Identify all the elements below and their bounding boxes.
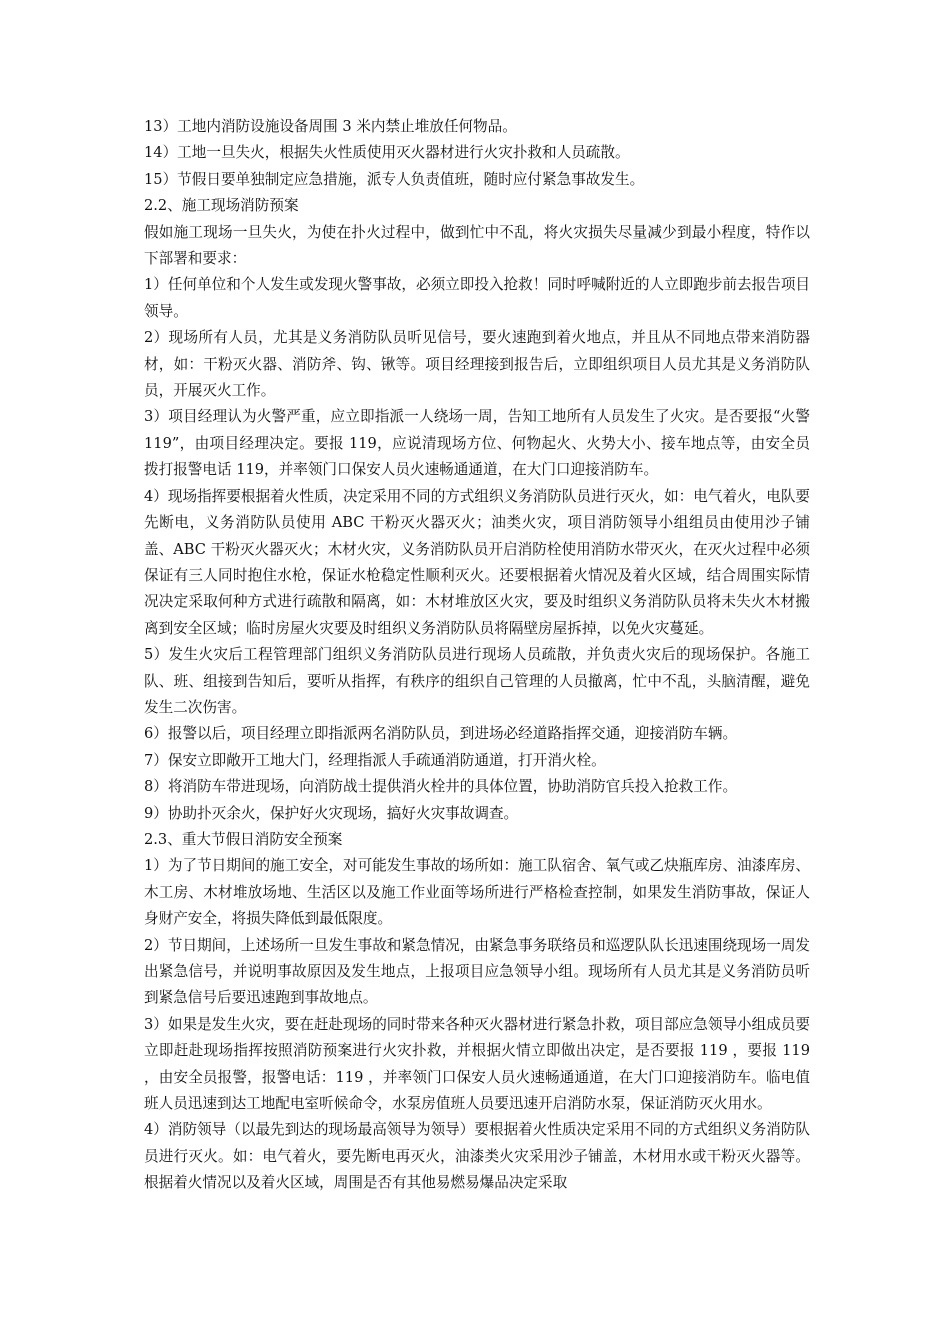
holiday-item-2: 2）节日期间，上述场所一旦发生事故和紧急情况，由紧急事务联络员和巡逻队队长迅速围绕现场一周发出紧急信号，并说明事故原因及发生地点，上报项目应急领导小组。现场所有人员尤其是义务消防员听到紧急信号后要迅速跑到事故地点。 [144,936,811,1007]
document-page [144,114,810,1197]
section-intro: 假如施工现场一旦失火，为使在扑火过程中，做到忙中不乱，将火灾损失尽量减少到最小程度，特作以下部署和要求： [144,223,810,268]
section-heading-2-3: 2.3、重大节假日消防安全预案 [144,830,343,848]
item-14: 14）工地一旦失火，根据失火性质使用灭火器材进行火灾扑救和人员疏散。 [144,144,630,162]
section-heading-2-2: 2.2、施工现场消防预案 [144,197,299,215]
plan-item-1: 1）任何单位和个人发生或发现火警事故，必须立即投入抢救！同时呼喊附近的人立即跑步前去报告项目领导。 [144,276,811,320]
plan-item-8: 8）将消防车带进现场，向消防战士提供消火栓井的具体位置，协助消防官兵投入抢救工作。 [144,778,738,796]
plan-item-9: 9）协助扑灭余火，保护好火灾现场，搞好火灾事故调查。 [144,804,519,822]
plan-item-4: 4）现场指挥要根据着火性质，决定采用不同的方式组织义务消防队员进行灭火，如：电气着火，电队要先断电，义务消防队员使用 ABC 干粉灭火器灭火；油类火灾，项目消防领导小组组员由使用沙子铺盖、ABC 干粉灭火器灭火；木材火灾，义务消防队员开启消防栓使用消防水带灭火，在灭火过程中必须保证有三人同时抱住水枪，保证水枪稳定性顺利灭火。还要根据着火情况及着火区域，结合周围实际情况决定采取何种方式进行疏散和隔离，如：木材堆放区火灾，要及时组织义务消防队员将未失火木材搬离到安全区域；临时房屋火灾要及时组织义务消防队员将隔壁房屋拆掉，以免火灾蔓延。 [144,487,811,637]
item-13: 13）工地内消防设施设备周围 3 米内禁止堆放任何物品。 [144,118,517,135]
plan-item-6: 6）报警以后，项目经理立即指派两名消防队员，到进场必经道路指挥交通，迎接消防车辆。 [144,725,738,743]
item-15: 15）节假日要单独制定应急措施，派专人负责值班，随时应付紧急事故发生。 [144,170,645,188]
plan-item-5: 5）发生火灾后工程管理部门组织义务消防队员进行现场人员疏散，并负责火灾后的现场保护。各施工队、班、组接到告知后，要听从指挥，有秩序的组织自己管理的人员撤离，忙中不乱，头脑清醒，避免发生二次伤害。 [144,646,810,716]
holiday-item-1: 1）为了节日期间的施工安全，对可能发生事故的场所如：施工队宿舍、氧气或乙炔瓶库房、油漆库房、木工房、木材堆放场地、生活区以及施工作业面等场所进行严格检查控制，如果发生消防事故，保证人身财产安全，将损失降低到最低限度。 [144,857,811,928]
holiday-item-3: 3）如果是发生火灾，要在赶赴现场的同时带来各种灭火器材进行紧急扑救，项目部应急领导小组成员要立即赶赴现场指挥按照消防预案进行火灾扑救，并根据火情立即做出决定，是否要报 119 ，要报 119 ，由安全员报警，报警电话：119 ，并率领门口保安人员火速畅通通道，在大门口迎接消防车。临电值班人员迅速到达工地配电室听候命令，水泵房值班人员要迅速开启消防水泵，保证消防灭火用水。 [144,1015,811,1113]
holiday-item-4: 4）消防领导（以最先到达的现场最高领导为领导）要根据着火性质决定采用不同的方式组织义务消防队员进行灭火。如：电气着火，要先断电再灭火，油漆类火灾采用沙子铺盖，木材用水或干粉灭火器等。根据着火情况以及着火区域，周围是否有其他易燃易爆品决定采取 [144,1121,811,1192]
plan-item-7: 7）保安立即敞开工地大门，经理指派人手疏通消防通道，打开消火栓。 [144,751,606,769]
plan-item-2: 2）现场所有人员，尤其是义务消防队员听见信号，要火速跑到着火地点，并且从不同地点带来消防器材，如：干粉灭火器、消防斧、钩、锹等。项目经理接到报告后，立即组织项目人员尤其是义务消防队员，开展灭火工作。 [144,329,810,400]
plan-item-3: 3）项目经理认为火警严重，应立即指派一人绕场一周，告知工地所有人员发生了火灾。是否要报“火警 119”，由项目经理决定。要报 119，应说清现场方位、何物起火、火势大小、接车地点等，由安全员拨打报警电话 119，并率领门口保安人员火速畅通通道，在大门口迎接消防车。 [144,408,810,479]
